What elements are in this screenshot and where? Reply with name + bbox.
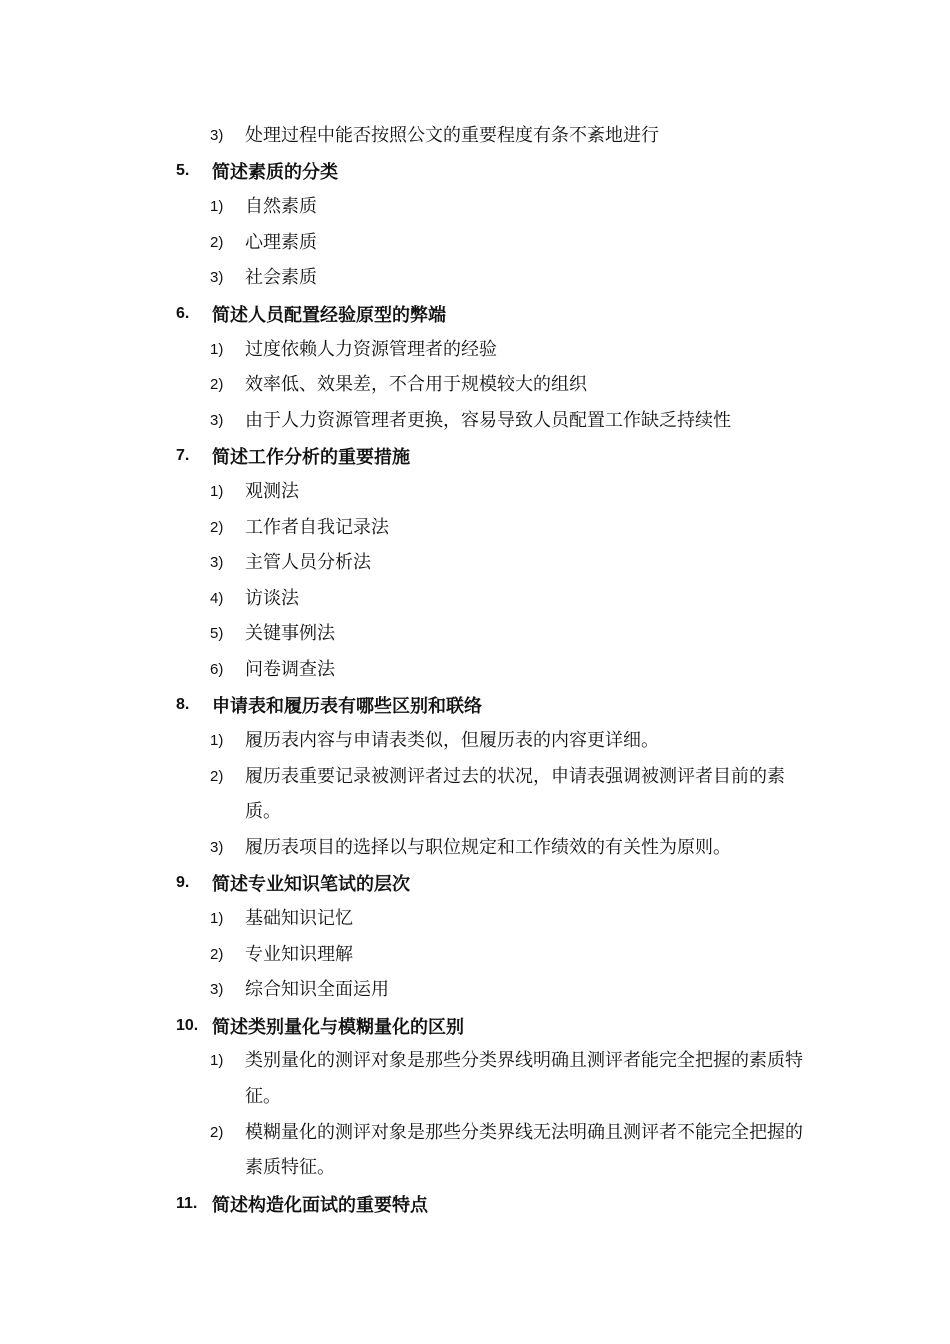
item-text: 观测法: [245, 480, 299, 502]
item-text: 履历表项目的选择以与职位规定和工作绩效的有关性为原则。: [245, 836, 731, 858]
list-item: [176, 118, 816, 154]
section-heading: [176, 154, 816, 190]
list-item: [176, 937, 816, 973]
list-item: [176, 1043, 816, 1114]
item-text: 处理过程中能否按照公文的重要程度有条不紊地进行: [245, 125, 659, 146]
item-text: 模糊量化的测评对象是那些分类界线无法明确且测评者不能完全把握的素质特征。: [245, 1121, 803, 1179]
list-item: [176, 260, 816, 296]
heading-text: 简述素质的分类: [212, 162, 338, 184]
item-number: 2): [210, 233, 224, 251]
item-number: 1): [210, 732, 224, 750]
heading-text: 申请表和履历表有哪些区别和联络: [212, 696, 482, 718]
item-text: 问卷调查法: [245, 658, 335, 680]
item-text: 基础知识记忆: [245, 908, 353, 930]
item-number: 5): [210, 625, 224, 643]
list-item: [176, 367, 816, 403]
item-number: 2): [210, 1123, 224, 1141]
heading-number: 9.: [176, 874, 190, 892]
list-item: [176, 332, 816, 368]
item-text: 效率低、效果差，不合用于规模较大的组织: [245, 374, 587, 396]
heading-number: 11.: [176, 1194, 198, 1212]
section-heading: [176, 1008, 816, 1044]
item-number: 3): [210, 838, 224, 856]
heading-text: 简述构造化面试的重要特点: [212, 1194, 428, 1216]
section-heading: [176, 1186, 816, 1222]
item-number: 1): [210, 482, 224, 500]
item-text: 自然素质: [245, 196, 317, 218]
item-text: 由于人力资源管理者更换，容易导致人员配置工作缺乏持续性: [245, 409, 731, 431]
list-item: [176, 403, 816, 439]
item-text: 社会素质: [245, 267, 317, 289]
list-item: [176, 545, 816, 581]
item-text: 关键事例法: [245, 623, 335, 645]
heading-number: 7.: [176, 447, 190, 465]
heading-number: 5.: [176, 162, 190, 180]
document-content: [176, 118, 816, 1221]
heading-number: 10.: [176, 1016, 199, 1034]
item-text: 过度依赖人力资源管理者的经验: [245, 338, 497, 360]
item-number: 3): [210, 269, 224, 287]
section-heading: [176, 688, 816, 724]
heading-text: 简述类别量化与模糊量化的区别: [212, 1016, 464, 1038]
section-heading: [176, 296, 816, 332]
item-text: 心理素质: [245, 231, 317, 253]
list-item: [176, 189, 816, 225]
item-text: 履历表内容与申请表类似，但履历表的内容更详细。: [245, 730, 659, 752]
item-number: 2): [210, 945, 224, 963]
item-number: 3): [210, 554, 224, 572]
item-text: 专业知识理解: [245, 943, 353, 965]
list-item: [176, 652, 816, 688]
heading-number: 6.: [176, 304, 190, 322]
heading-number: 8.: [176, 696, 190, 714]
item-text: 履历表重要记录被测评者过去的状况，申请表强调被测评者目前的素质。: [245, 765, 785, 823]
heading-text: 简述工作分析的重要措施: [212, 447, 410, 469]
item-number: 1): [210, 910, 224, 928]
section-heading: [176, 865, 816, 901]
list-item: [176, 972, 816, 1008]
list-item: [176, 616, 816, 652]
heading-text: 简述人员配置经验原型的弊端: [212, 304, 446, 326]
list-item: [176, 723, 816, 759]
item-text: 工作者自我记录法: [245, 516, 389, 538]
item-number: 6): [210, 660, 224, 678]
item-text: 综合知识全面运用: [245, 979, 389, 1001]
list-item: [176, 759, 816, 830]
list-item: [176, 474, 816, 510]
item-number: 2): [210, 376, 224, 394]
item-number: 4): [210, 589, 224, 607]
section-heading: [176, 438, 816, 474]
list-item: [176, 1115, 816, 1186]
list-item: [176, 830, 816, 866]
item-text: 访谈法: [245, 587, 299, 609]
list-item: [176, 581, 816, 617]
list-item: [176, 225, 816, 261]
item-number: 2): [210, 767, 224, 785]
item-text: 主管人员分析法: [245, 552, 371, 574]
item-number: 1): [210, 198, 224, 216]
heading-text: 简述专业知识笔试的层次: [212, 874, 410, 896]
item-text: 类别量化的测评对象是那些分类界线明确且测评者能完全把握的素质特征。: [245, 1050, 803, 1108]
item-number: 1): [210, 1052, 224, 1070]
list-item: [176, 510, 816, 546]
list-item: [176, 901, 816, 937]
item-number: 1): [210, 340, 224, 358]
item-number: 3): [210, 981, 224, 999]
item-number: 2): [210, 518, 224, 536]
item-number: 3): [210, 127, 224, 144]
item-number: 3): [210, 411, 224, 429]
